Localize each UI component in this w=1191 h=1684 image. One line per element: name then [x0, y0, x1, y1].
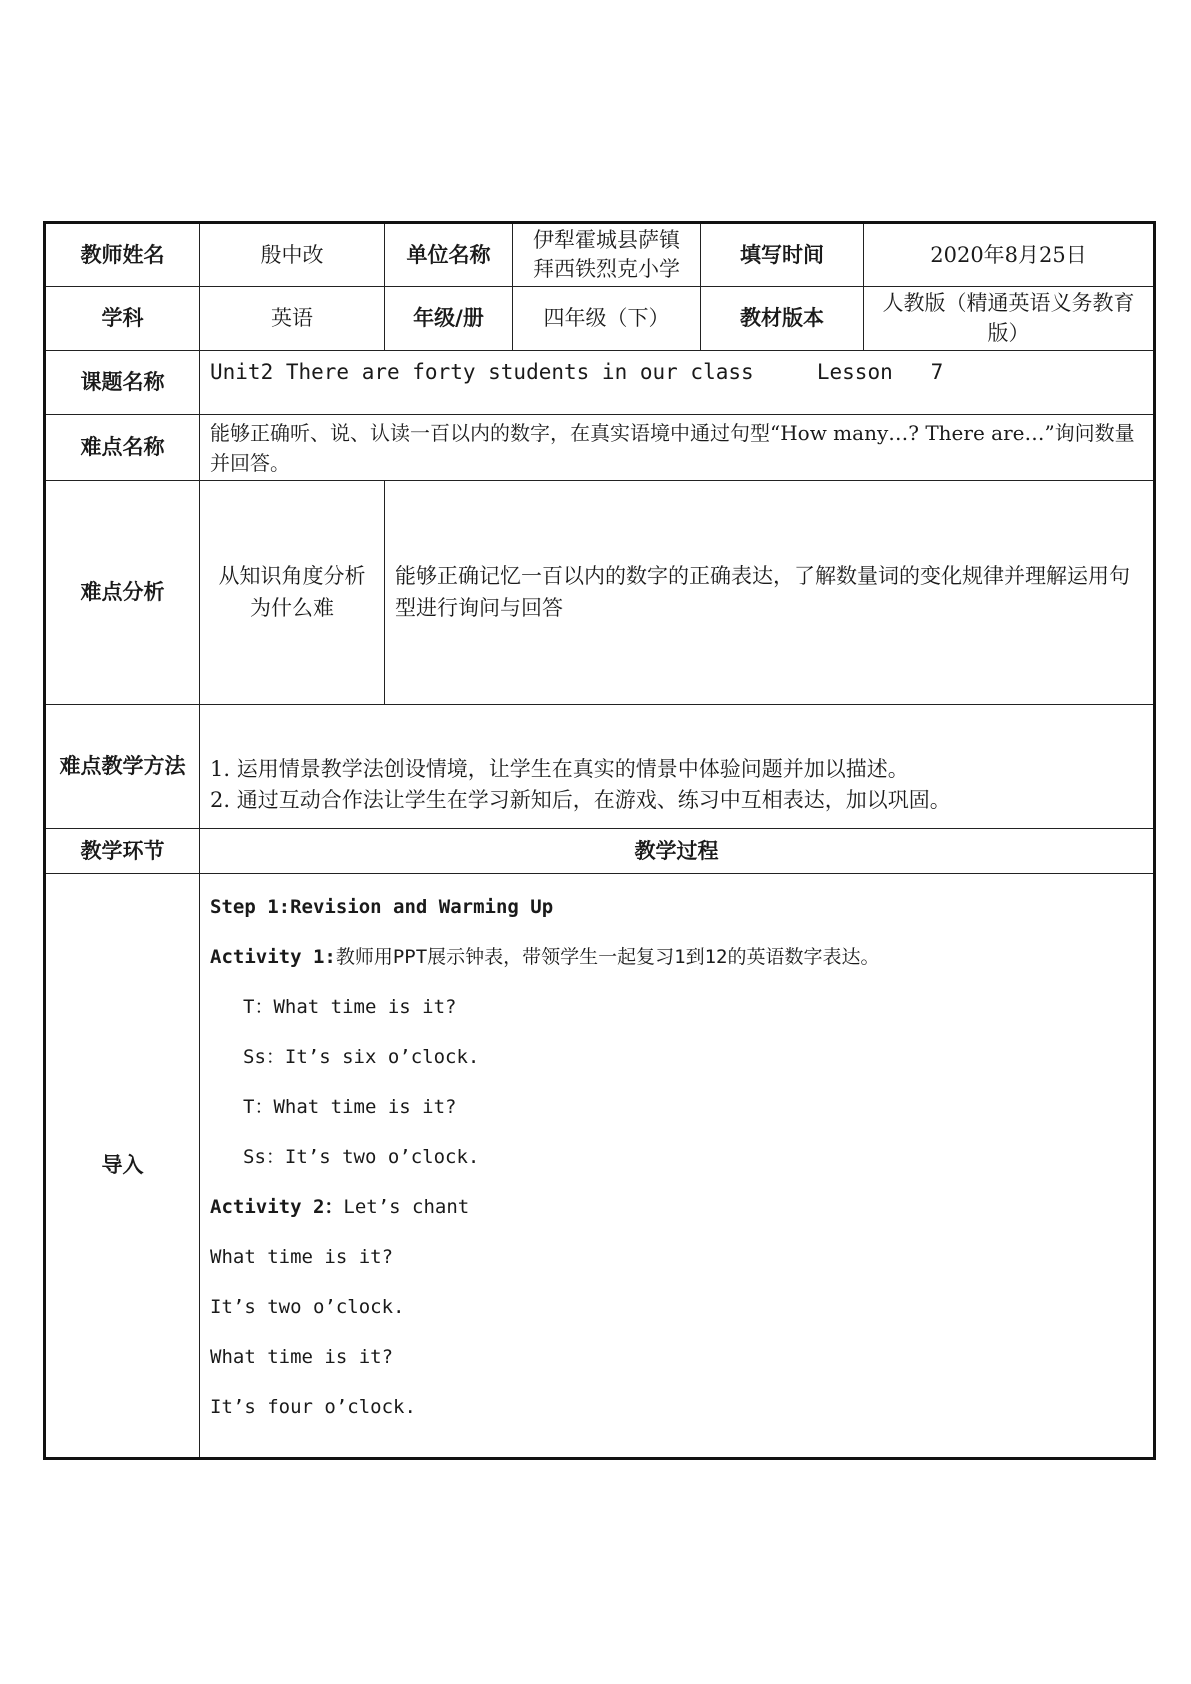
- teacher-name: 殷中改: [200, 223, 385, 287]
- header-row-2: [45, 287, 1155, 351]
- grade-value: 四年级（下）: [513, 287, 701, 351]
- dialogue-line: Ss：It’s six o’clock.: [243, 1046, 480, 1068]
- dialogue-line: T：What time is it?: [243, 1096, 457, 1118]
- unit-name: [513, 223, 701, 287]
- methods-row: [45, 705, 1155, 829]
- dialogue-line: Ss：It’s two o’clock.: [243, 1146, 480, 1168]
- topic-value: Unit2 There are forty students in our class Lesson 7: [200, 351, 1155, 415]
- difficulty-label: 难点名称: [45, 415, 200, 481]
- topic-label: 课题名称: [45, 351, 200, 415]
- chant-line: What time is it?: [210, 1246, 394, 1268]
- methods-item: 2. 通过互动合作法让学生在学习新知后，在游戏、练习中互相表达，加以巩固。: [210, 788, 951, 812]
- teacher-label: 教师姓名: [45, 223, 200, 287]
- date-label: 填写时间: [701, 223, 864, 287]
- process-header-row: [45, 829, 1155, 874]
- header-row-1: [45, 223, 1155, 287]
- process-header: 教学过程: [200, 829, 1155, 874]
- chant-line: It’s two o’clock.: [210, 1296, 405, 1318]
- activity-1: [210, 942, 1143, 973]
- difficulty-value: 能够正确听、说、认读一百以内的数字，在真实语境中通过句型“How many…? There are…”询问数量并回答。: [200, 415, 1155, 481]
- edition-label: 教材版本: [701, 287, 864, 351]
- subject-value: 英语: [200, 287, 385, 351]
- analysis-label: 难点分析: [45, 481, 200, 705]
- chant-line: It’s four o’clock.: [210, 1396, 416, 1418]
- activity-2-text: Let’s chant: [343, 1196, 470, 1218]
- lesson-plan-table: [43, 221, 1156, 1460]
- activity-2-label: Activity 2：: [210, 1196, 344, 1218]
- step-title-text: Step 1:Revision and Warming Up: [210, 896, 554, 918]
- difficulty-row: [45, 415, 1155, 481]
- methods-item: 1. 运用情景教学法创设情境，让学生在真实的情景中体验问题并加以描述。: [210, 757, 909, 781]
- process-row: [45, 874, 1155, 1459]
- chant-line: What time is it?: [210, 1346, 394, 1368]
- subject-label: 学科: [45, 287, 200, 351]
- analysis-sub-label: 从知识角度分析为什么难: [200, 481, 385, 705]
- activity-2: [210, 1192, 1143, 1223]
- methods-list: [200, 705, 1155, 829]
- unit-name-line1: 伊犁霍城县萨镇: [533, 227, 680, 252]
- unit-label: 单位名称: [385, 223, 513, 287]
- grade-label: 年级/册: [385, 287, 513, 351]
- process-content: [200, 874, 1155, 1459]
- step-title: [210, 892, 1143, 923]
- dialogue-line: T：What time is it?: [243, 996, 457, 1018]
- unit-name-line2: 拜西铁烈克小学: [533, 257, 680, 281]
- date-value: 2020年8月25日: [864, 223, 1155, 287]
- stage-name: 导入: [45, 874, 200, 1459]
- stage-header: 教学环节: [45, 829, 200, 874]
- topic-row: [45, 351, 1155, 415]
- analysis-value: 能够正确记忆一百以内的数字的正确表达，了解数量词的变化规律并理解运用句型进行询问与回答: [385, 481, 1155, 705]
- edition-value: 人教版（精通英语义务教育版）: [864, 287, 1155, 351]
- analysis-row: [45, 481, 1155, 705]
- activity-1-label: Activity 1:: [210, 946, 336, 968]
- activity-1-text: 教师用PPT展示钟表，带领学生一起复习1到12的英语数字表达。: [335, 946, 880, 968]
- methods-label: 难点教学方法: [45, 705, 200, 829]
